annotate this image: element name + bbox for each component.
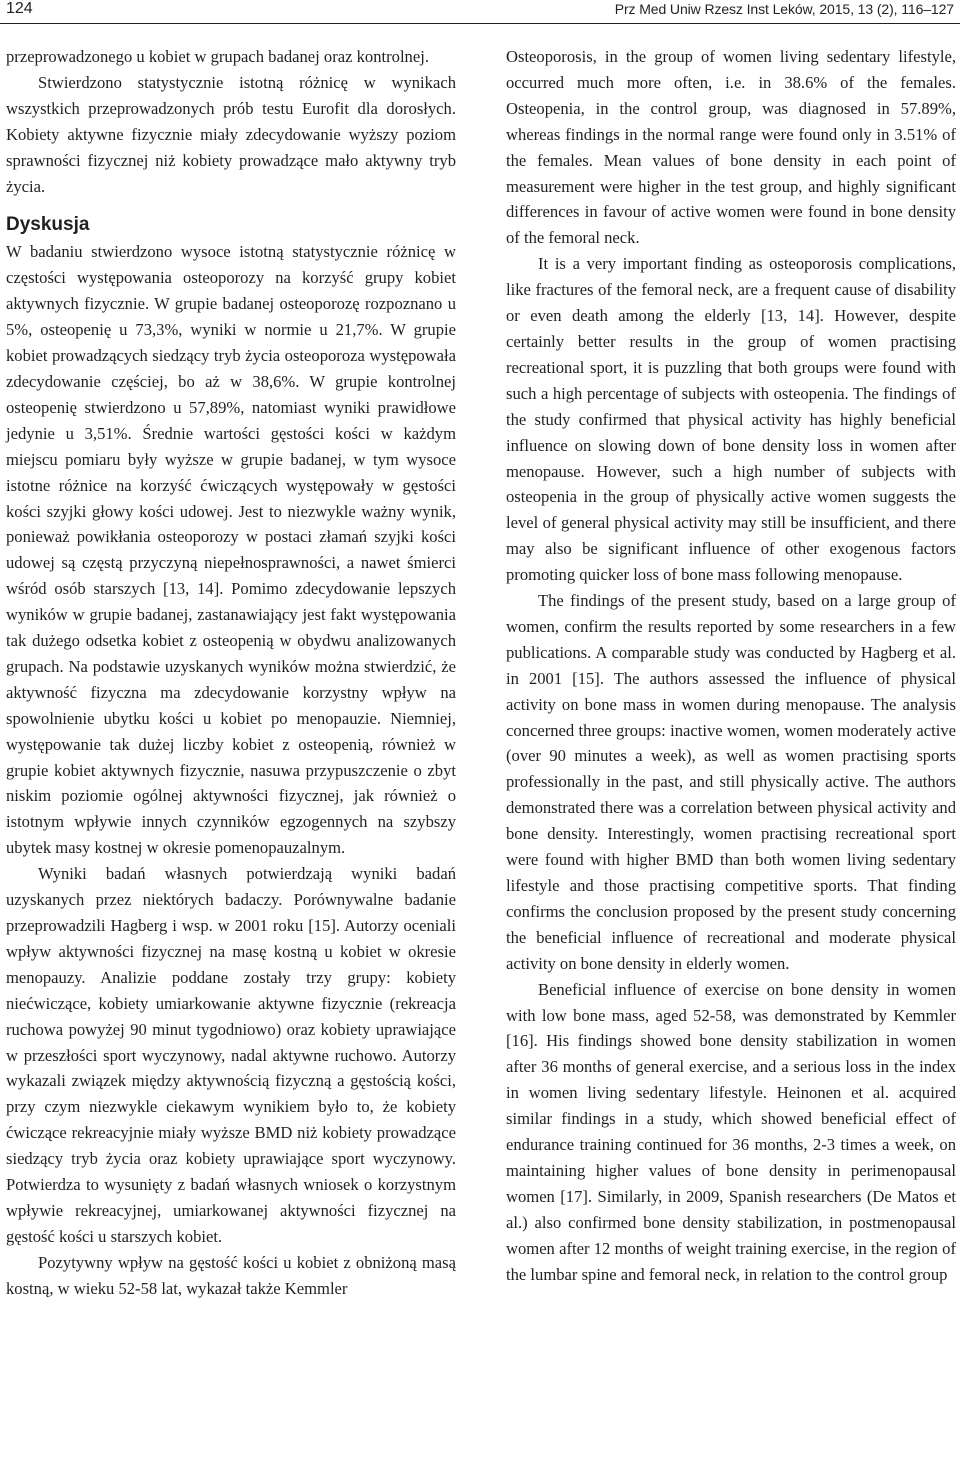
- right-column: [506, 44, 956, 1288]
- paragraph: Osteoporosis, in the group of women living sedentary lifestyle, occurred much more often, i.e. in 38.6% of the females. Osteopenia, in the control group, was diagnosed in 57.89%, whereas findings in the normal range were found only in 3.51% of the females. Mean values of bone density in each point of measurement were higher in the test group, and highly significant differences in favour of active women were found in bone density of the femoral neck.: [506, 47, 956, 248]
- running-head: Prz Med Uniw Rzesz Inst Leków, 2015, 13 (2), 116–127: [614, 1, 954, 17]
- page-number: 124: [6, 0, 33, 17]
- paragraph: It is a very important finding as osteoporosis complications, like fractures of the femoral neck, are a frequent cause of disability or even death among the elderly [13, 14]. However, despite certainly better results in the group of women practising recreational sport, it is puzzling that both groups were found with such a high percentage of subjects with osteopenia. The findings of the study confirmed that physical activity has highly beneficial influence on slowing down of bone density loss in women after menopause. However, such a high number of subjects with osteopenia in the group of physically active women suggests the level of general physical activity may still be insufficient, and there may also be significant influence of other exogenous factors promoting quicker loss of bone mass following menopause.: [506, 254, 956, 585]
- paragraph: Pozytywny wpływ na gęstość kości u kobiet z obniżoną masą kostną, w wieku 52-58 lat, wykazał także Kemmler: [6, 1252, 456, 1298]
- paragraph: Beneficial influence of exercise on bone density in women with low bone mass, aged 52-58, was demonstrated by Kemmler [16]. His findings showed bone density stabilization in women after 36 months of general exercise, and a serious loss in the index in women living sedentary lifestyle. Heinonen et al. acquired similar findings in a study, which showed beneficial effect of endurance training continued for 36 months, 2-3 times a week, on maintaining higher values of bone density in perimenopausal women [17]. Similarly, in 2009, Spanish researchers (De Matos et al.) also confirmed bone density stabilization, in postmenopausal women after 12 months of weight training exercise, in the region of the lumbar spine and femoral neck, in relation to the control group: [506, 979, 956, 1284]
- paragraph: przeprowadzonego u kobiet w grupach badanej oraz kontrolnej.: [6, 47, 429, 66]
- left-column: [6, 44, 456, 1302]
- header-rule: [0, 23, 960, 24]
- section-heading: Dyskusja: [6, 214, 90, 236]
- page-header: [0, 0, 960, 24]
- paragraph: W badaniu stwierdzono wysoce istotną statystycznie różnicę w częstości występowania osteoporozy na korzyść grupy kobiet aktywnych fizycznie. W grupie badanej osteoporozę rozpoznano u 5%, osteopenię u 73,3%, wyniki w normie u 21,7%. W grupie kobiet prowadzących siedzący tryb życia osteoporoza występowała zdecydowanie częściej, bo aż w 38,6%. W grupie kontrolnej osteopenię stwierdzono u 57,89%, natomiast wyniki prawidłowe jedynie u 3,51%. Średnie wartości gęstości kości w każdym miejscu pomiaru były wyższe w grupie badanej, w tym wysoce istotne różnice na korzyść ćwiczących występowały w gęstości kości szyjki głowy kości udowej. Jest to niezwykle ważny wynik, ponieważ powikłania osteoporozy w postaci złamań szyjki kości udowej są częstą przyczyną niepełnosprawności, a nawet śmierci wśród osób starszych [13, 14]. Pomimo zdecydowanie lepszych wyników w grupie badanej, zastanawiający jest fakt występowania tak dużego odsetka kobiet z osteopenią w obydwu analizowanych grupach. Na podstawie uzyskanych wyników można stwierdzić, że aktywność fizyczna ma zdecydowanie korzystny wpływ na spowolnienie ubytku kości u kobiet po menopauzie. Niemniej, występowanie tak dużej liczby kobiet z osteopenią, również w grupie kobiet aktywnych fizycznie, nasuwa przypuszczenie o zbyt niskim poziomie ogólnej aktywności fizycznej, jak również o istotnym wpływie innych czynników egzogennych na szybszy ubytek masy kostnej w okresie pomenopauzalnym.: [6, 242, 456, 858]
- paragraph: Stwierdzono statystycznie istotną różnicę w wynikach wszystkich przeprowadzonych prób testu Eurofit dla dorosłych. Kobiety aktywne fizycznie miały zdecydowanie wyższy poziom sprawności fizycznej niż kobiety prowadzące mało aktywny tryb życia.: [6, 72, 456, 196]
- paragraph: Wyniki badań własnych potwierdzają wyniki badań uzyskanych przez niektórych badaczy. Porównywalne badanie przeprowadzili Hagberg i wsp. w 2001 roku [15]. Autorzy oceniali wpływ aktywności fizycznej na masę kostną u kobiet w okresie menopauzy. Analizie poddane zostały trzy grupy: kobiety niećwiczące, kobiety umiarkowanie aktywne fizycznie (rekreacja ruchowa powyżej 90 minut tygodniowo) oraz kobiety uprawiające w przeszłości sport wyczynowy, nadal aktywne ruchowo. Autorzy wykazali związek między aktywnością fizyczną a gęstością kości, przy czym niezwykle ciekawym wynikiem było to, że kobiety ćwiczące rekreacyjnie miały wyższe BMD niż kobiety prowadzące siedzący tryb życia oraz kobiety uprawiające sport wyczynowy. Potwierdza to wysunięty z badań własnych wniosek o korzystnym wpływie rekreacyjnej, umiarkowanej aktywności fizycznej na gęstość kości u starszych kobiet.: [6, 864, 456, 1246]
- paragraph: The findings of the present study, based on a large group of women, confirm the results reported by some researchers in a few publications. A comparable study was conducted by Hagberg et al. in 2001 [15]. The authors assessed the influence of physical activity on bone mass in women during menopause. The analysis concerned three groups: inactive women, women moderately active (over 90 minutes a week), as well as women practising sports professionally in the past, and still physically active. The authors demonstrated there was a correlation between physical activity and bone density. Interestingly, women practising recreational sport were found with higher BMD than both women living sedentary lifestyle and those practising competitive sports. That finding confirms the conclusion proposed by the present study concerning the beneficial influence of recreational and moderate physical activity on bone density in elderly women.: [506, 591, 956, 973]
